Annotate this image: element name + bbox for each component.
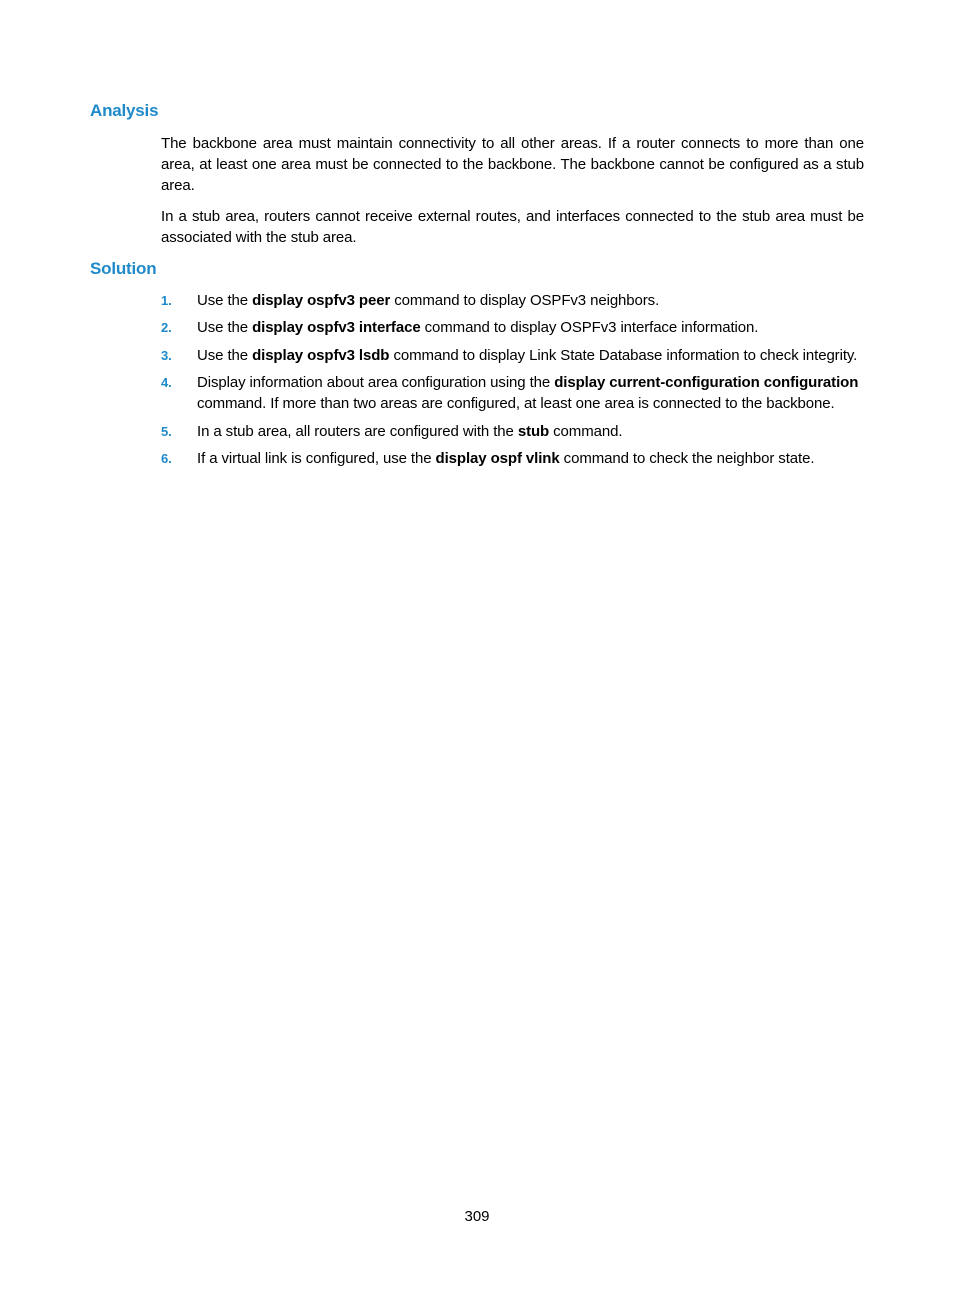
step-number: 6.	[161, 451, 172, 466]
step-number: 5.	[161, 424, 172, 439]
command-name: display ospfv3 lsdb	[252, 347, 390, 364]
step-number: 1.	[161, 293, 172, 308]
step-number: 4.	[161, 375, 172, 390]
page-number: 309	[464, 1208, 490, 1225]
solution-step-2	[161, 317, 864, 338]
command-name: stub	[517, 423, 550, 440]
step-number: 2.	[161, 320, 172, 335]
command-name: display ospf vlink	[435, 450, 560, 467]
step-text: Use the display ospfv3 lsdb command to display Link State Database information to check integrity.	[197, 347, 858, 364]
command-name: display ospfv3 peer	[252, 292, 391, 309]
command-name: display ospfv3 interface	[252, 319, 421, 336]
solution-step-3	[161, 345, 864, 366]
analysis-paragraph-1: The backbone area must maintain connectivity to all other areas. If a router connects to more than one area, at least one area must be connected to the backbone. The backbone cannot be configured as a stub area.	[161, 135, 864, 194]
solution-heading: Solution	[90, 259, 157, 278]
solution-step-1	[161, 290, 864, 311]
analysis-heading: Analysis	[90, 101, 159, 120]
step-text: Display information about area configuration using the display current-configuration configuration command. If more than two areas are configured, at least one area is connected to the backbone.	[197, 374, 859, 412]
solution-step-5	[161, 421, 864, 442]
solution-steps-list	[161, 290, 864, 469]
solution-step-6	[161, 448, 864, 469]
analysis-paragraph-2: In a stub area, routers cannot receive external routes, and interfaces connected to the stub area must be associated with the stub area.	[161, 208, 864, 246]
command-name: display current-configuration configuration	[554, 374, 859, 391]
step-number: 3.	[161, 348, 172, 363]
solution-step-4	[161, 372, 864, 414]
step-text: Use the display ospfv3 interface command to display OSPFv3 interface information.	[197, 319, 759, 336]
step-text: Use the display ospfv3 peer command to display OSPFv3 neighbors.	[197, 292, 660, 309]
step-text: If a virtual link is configured, use the display ospf vlink command to check the neighbor state.	[197, 450, 815, 467]
step-text: In a stub area, all routers are configured with the stub command.	[197, 423, 623, 440]
